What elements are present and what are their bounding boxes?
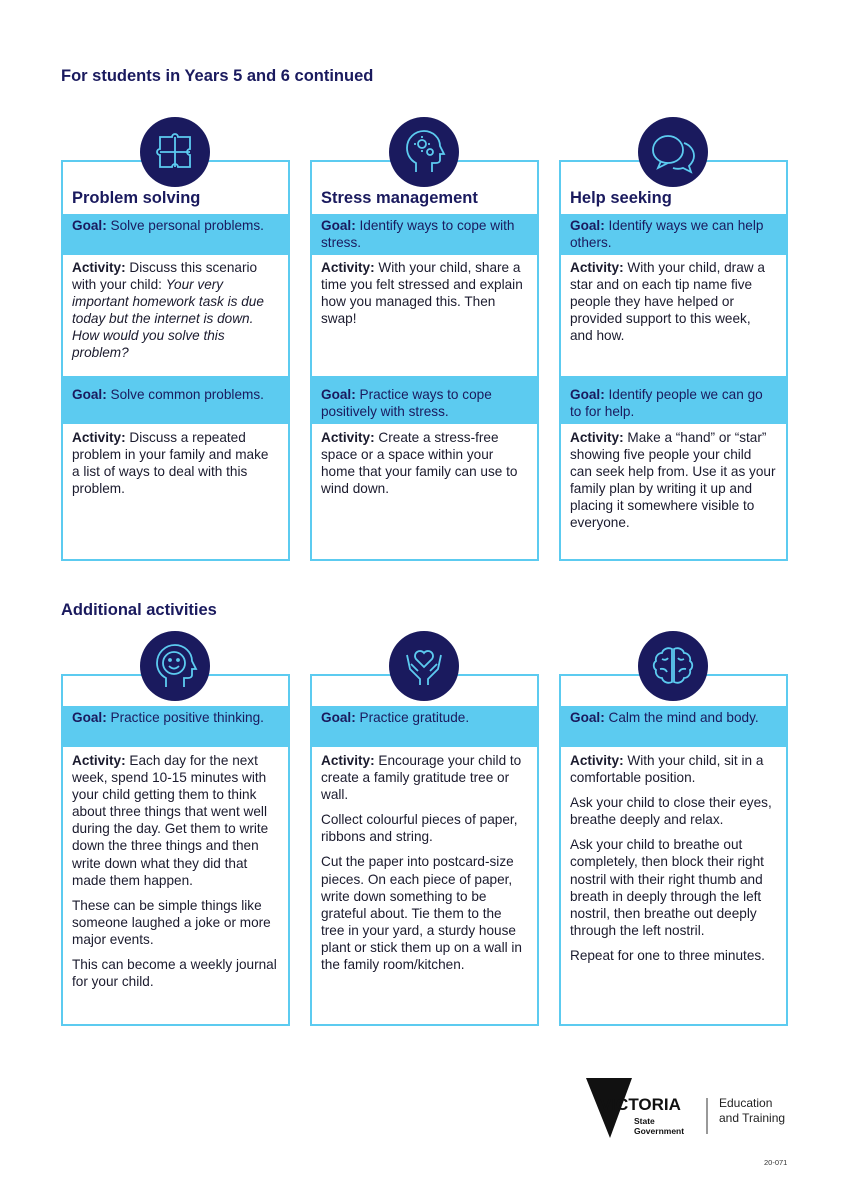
goal-label: Goal: [72, 710, 107, 725]
activity-label: Activity: [570, 753, 624, 768]
card-stress-management [310, 160, 539, 561]
goal-label: Goal: [321, 710, 356, 725]
goal-band [312, 376, 537, 424]
activity-label: Activity: [570, 430, 624, 445]
goal-text: Practice gratitude. [359, 710, 470, 725]
goal-text: Identify people we can go to for help. [570, 387, 763, 419]
goal-band [561, 376, 786, 424]
card-problem-solving [61, 160, 290, 561]
card-gratitude [310, 674, 539, 1026]
activity-paragraph: Cut the paper into postcard-size pieces. On each piece of paper, write down something to be grateful about. Tie them to the tree in your yard, a sturdy house plant or stick them up on a wall in the family room/kitchen. [321, 854, 522, 973]
card-title: Stress management [321, 189, 478, 207]
hands-heart-icon [389, 631, 459, 701]
goal-text: Solve personal problems. [110, 218, 264, 233]
brain-icon [638, 631, 708, 701]
goal-band [561, 214, 786, 255]
goal-text: Practice ways to cope positively with stress. [321, 387, 492, 419]
activity-paragraph: Ask your child to close their eyes, breathe deeply and relax. [570, 795, 772, 828]
activity-label: Activity: [72, 753, 126, 768]
goal-text: Calm the mind and body. [608, 710, 759, 725]
goal-label: Goal: [321, 218, 356, 233]
goal-label: Goal: [321, 387, 356, 402]
activity-block [63, 259, 288, 370]
activity-label: Activity: [321, 260, 375, 275]
section-heading-years: For students in Years 5 and 6 continued [61, 67, 374, 85]
card-title: Problem solving [72, 189, 201, 207]
goal-band [312, 706, 537, 747]
department-name: Education and Training [719, 1096, 786, 1125]
victoria-state-government-logo [586, 1078, 796, 1145]
goal-band [63, 214, 288, 255]
activity-paragraph: Repeat for one to three minutes. [570, 947, 765, 963]
activity-label: Activity: [321, 430, 375, 445]
activity-text: Discuss a repeated problem in your family and make a list of ways to deal with this problem. [72, 430, 269, 497]
activity-text: Discuss this scenario with your child: [72, 260, 258, 293]
goal-label: Goal: [72, 218, 107, 233]
goal-band [561, 706, 786, 747]
activity-text: With your child, share a time you felt stressed and explain how you managed this. Then swap! [321, 260, 523, 327]
speech-bubbles-icon [638, 117, 708, 187]
goal-text: Identify ways we can help others. [570, 218, 764, 250]
goal-text: Identify ways to cope with stress. [321, 218, 515, 250]
activity-text: Create a stress-free space or a space within your home that your family can use to wind down. [321, 430, 518, 497]
activity-block [561, 259, 786, 352]
card-calm-mind [559, 674, 788, 1026]
activity-paragraph: These can be simple things like someone laughed a joke or more major events. [72, 897, 271, 947]
section-heading-additional: Additional activities [61, 601, 217, 619]
activity-block [561, 752, 786, 972]
activity-block [63, 429, 288, 505]
goal-text: Practice positive thinking. [110, 710, 264, 725]
activity-paragraph: This can become a weekly journal for your child. [72, 957, 277, 990]
activity-text: Encourage your child to create a family gratitude tree or wall. [321, 753, 522, 803]
goal-band [63, 706, 288, 747]
activity-block [312, 429, 537, 505]
activity-label: Activity: [321, 753, 375, 768]
activity-text: Each day for the next week, spend 10-15 minutes with your child getting them to think about three things that went well during the day. Get them to write down the three things and then write down what they did that made them happen. [72, 753, 269, 888]
activity-paragraph: Ask your child to breathe out completely, then block their right nostril with their right thumb and breath in deeply through the left nostril, then breathe out deeply through the left nostril. [570, 837, 764, 938]
activity-paragraph: Collect colourful pieces of paper, ribbons and string. [321, 812, 518, 845]
activity-block [561, 429, 786, 540]
activity-text: Make a “hand” or “star” showing five people your child can seek help from. Use it as your family plan by writing it up and placing it somewhere visible to everyone. [570, 430, 776, 531]
goal-band [63, 376, 288, 424]
puzzle-icon [140, 117, 210, 187]
activity-block [63, 752, 288, 998]
activity-text: With your child, draw a star and on each tip name five people they have helped or provided support to this week, and how. [570, 260, 765, 344]
head-gears-icon [389, 117, 459, 187]
goal-label: Goal: [570, 710, 605, 725]
activity-block [312, 752, 537, 981]
card-help-seeking [559, 160, 788, 561]
logo-sub: State Government [634, 1116, 685, 1136]
goal-band [312, 214, 537, 255]
activity-label: Activity: [72, 260, 126, 275]
smiling-head-icon [140, 631, 210, 701]
activity-label: Activity: [570, 260, 624, 275]
activity-scenario: Your very important homework task is due today but the internet is down. How would you solve this problem? [72, 277, 264, 361]
card-title: Help seeking [570, 189, 672, 207]
page-code: 20-071 [764, 1158, 788, 1167]
goal-label: Goal: [570, 218, 605, 233]
activity-label: Activity: [72, 430, 126, 445]
goal-text: Solve common problems. [110, 387, 264, 402]
activity-block [312, 259, 537, 335]
goal-label: Goal: [72, 387, 107, 402]
logo-wordmark: VICTORIA [600, 1095, 681, 1114]
activity-text: With your child, sit in a comfortable position. [570, 753, 764, 786]
card-positive-thinking [61, 674, 290, 1026]
goal-label: Goal: [570, 387, 605, 402]
